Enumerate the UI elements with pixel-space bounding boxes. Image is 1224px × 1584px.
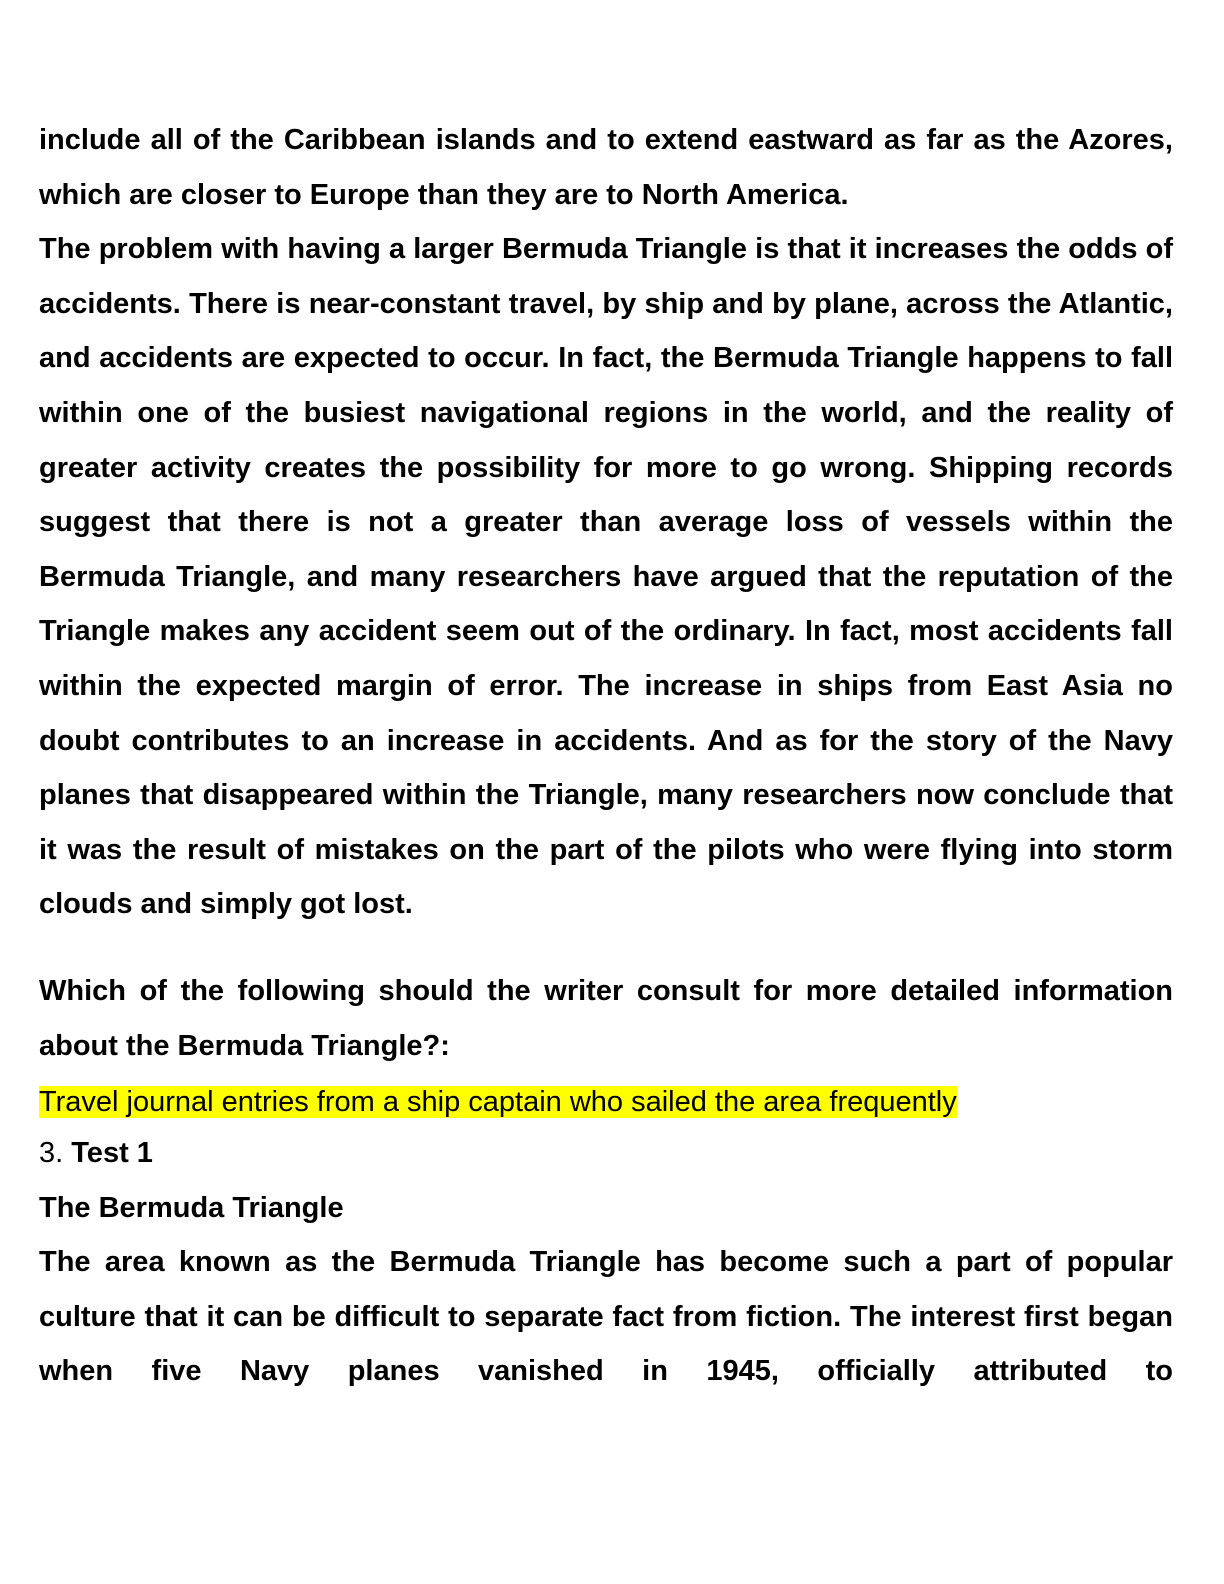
section-number: 3.: [39, 1137, 64, 1170]
article-title: The Bermuda Triangle: [39, 1191, 344, 1224]
answer-highlight: Travel journal entries from a ship captain who sailed the area frequently: [39, 1086, 957, 1119]
highlighted-answer: [39, 1082, 1173, 1122]
paragraph-continuation: include all of the Caribbean islands and to extend eastward as far as the Azores, which are closer to Europe than they are to North America.: [39, 124, 1173, 211]
section-header: [39, 1126, 1173, 1181]
section-label: Test 1: [71, 1137, 153, 1170]
paragraph-accidents: The problem with having a larger Bermuda Triangle is that it increases the odds of accidents. There is near-constant travel, by ship and by plane, across the Atlantic, and accidents are expected to occur. In fact, the Bermuda Triangle happens to fall within one of the busiest navigational regions in the world, and the reality of greater activity creates the possibility for more to go wrong. Shipping records suggest that there is not a greater than average loss of vessels within the Bermuda Triangle, and many researchers have argued that the reputation of the Triangle makes any accident seem out of the ordinary. In fact, most accidents fall within the expected margin of error. The increase in ships from East Asia no doubt contributes to an increase in accidents. And as for the story of the Navy planes that disappeared within the Triangle, many researchers now conclude that it was the result of mistakes on the part of the pilots who were flying into storm clouds and simply got lost.: [39, 233, 1173, 921]
paragraph-intro: The area known as the Bermuda Triangle has become such a part of popular culture that it can be difficult to separate fact from fiction. The interest first began when five Navy planes vanished in 1945, officially attributed to: [39, 1246, 1173, 1388]
document-page: [39, 113, 1173, 1399]
question-text: Which of the following should the writer consult for more detailed information about the Bermuda Triangle?:: [39, 974, 1173, 1062]
spacer: [39, 932, 1173, 964]
